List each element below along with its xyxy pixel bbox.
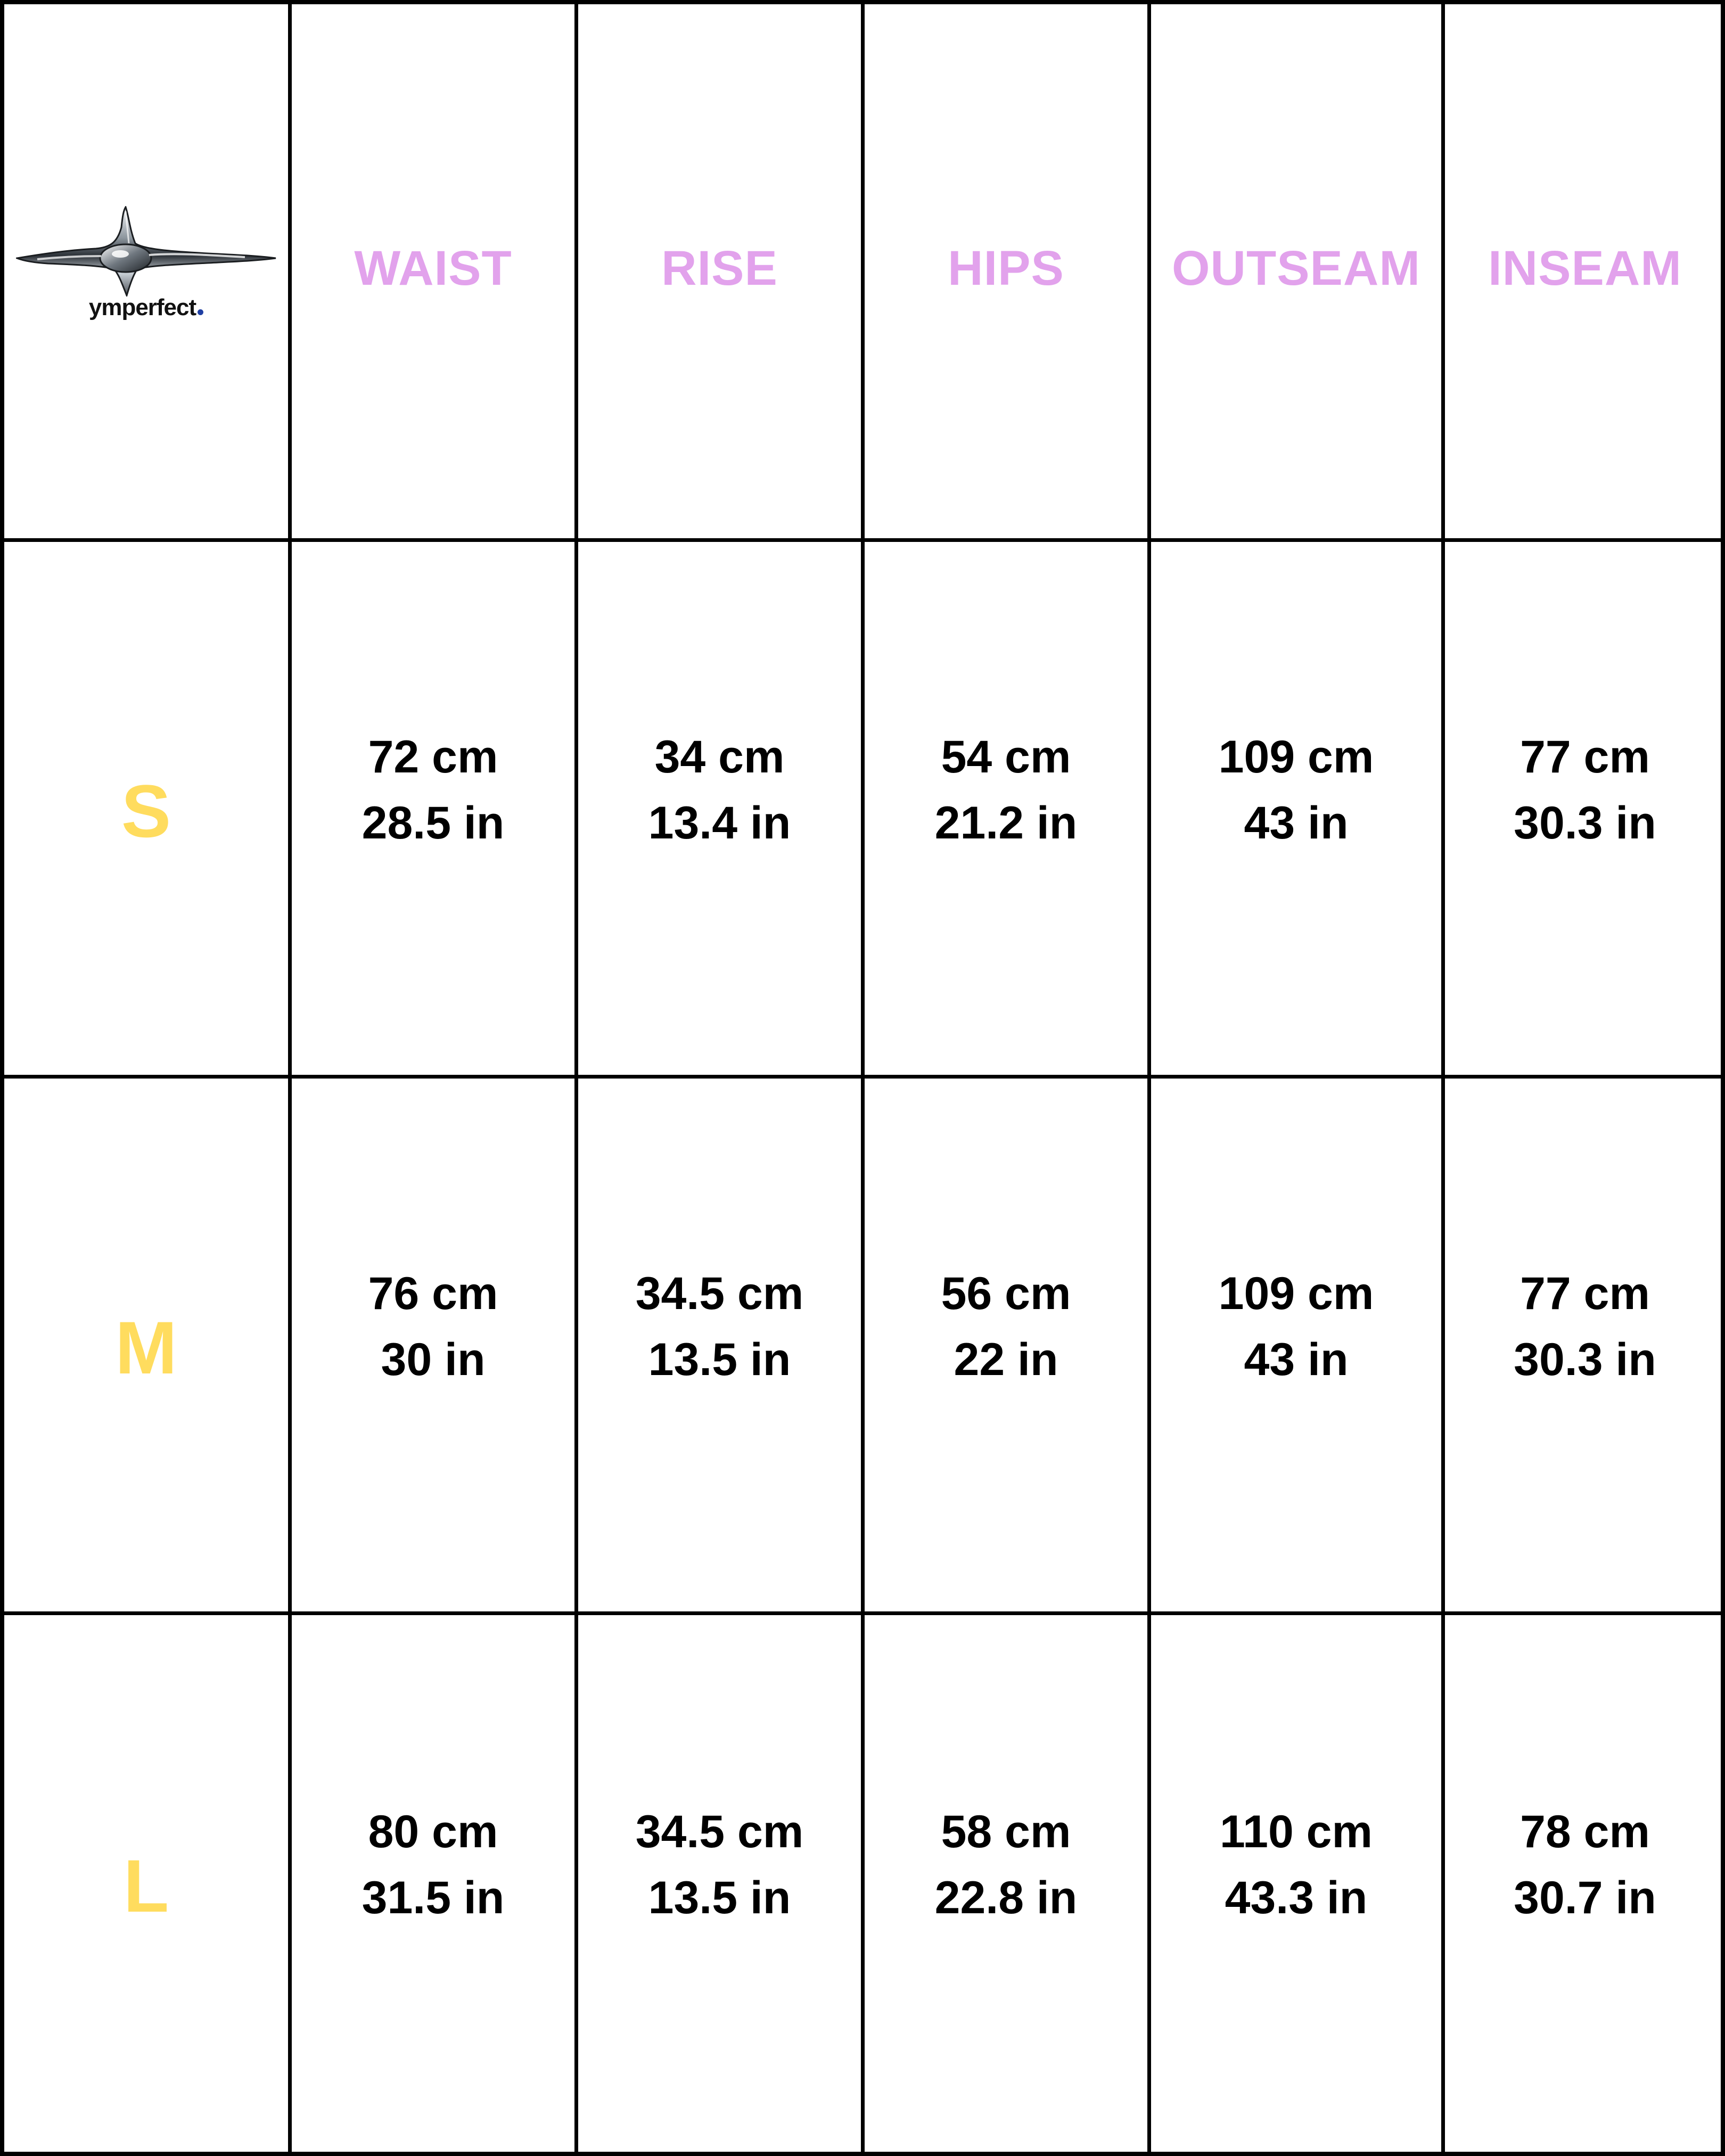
value-in: 13.5 in [648, 1872, 791, 1923]
value-in: 28.5 in [362, 797, 505, 849]
brand-logo [16, 206, 277, 321]
chrome-star-icon [16, 206, 277, 297]
value-cell [578, 542, 865, 1079]
header-label: RISE [661, 241, 778, 295]
value-cm: 77 cm [1520, 1268, 1650, 1319]
value-cell [1445, 1615, 1725, 2152]
value-cm: 34.5 cm [635, 1806, 804, 1857]
size-label: S [121, 769, 171, 853]
brand-dot [198, 309, 203, 315]
value-in: 43 in [1244, 1334, 1349, 1385]
value-cm: 109 cm [1218, 731, 1374, 783]
value-in: 43 in [1244, 797, 1349, 849]
size-cell-s [4, 542, 292, 1079]
value-in: 30.3 in [1514, 797, 1656, 849]
value-cell [578, 1079, 865, 1615]
value-in: 30.3 in [1514, 1334, 1656, 1385]
value-cm: 76 cm [368, 1268, 498, 1319]
value-cell [1445, 1079, 1725, 1615]
value-cm: 77 cm [1520, 731, 1650, 783]
value-in: 13.4 in [648, 797, 791, 849]
value-cm: 72 cm [368, 731, 498, 783]
size-cell-m [4, 1079, 292, 1615]
header-label: WAIST [354, 241, 512, 295]
value-cell [865, 1079, 1151, 1615]
size-label: L [123, 1844, 169, 1928]
value-cell [865, 1615, 1151, 2152]
value-cm: 80 cm [368, 1806, 498, 1857]
value-cm: 58 cm [941, 1806, 1071, 1857]
header-cell-rise [578, 4, 865, 542]
header-label: INSEAM [1488, 241, 1682, 295]
value-cell [865, 542, 1151, 1079]
header-label: OUTSEAM [1172, 241, 1420, 295]
value-cell [1151, 1615, 1445, 2152]
logo-cell [4, 4, 292, 542]
brand-name: ymperfect [89, 294, 203, 321]
header-cell-outseam [1151, 4, 1445, 542]
value-cell [1151, 542, 1445, 1079]
size-cell-l [4, 1615, 292, 2152]
value-cm: 34.5 cm [635, 1268, 804, 1319]
header-cell-inseam [1445, 4, 1725, 542]
value-in: 21.2 in [934, 797, 1078, 849]
value-cell [1151, 1079, 1445, 1615]
value-cell [1445, 542, 1725, 1079]
value-in: 13.5 in [648, 1334, 791, 1385]
header-cell-hips [865, 4, 1151, 542]
value-in: 30 in [381, 1334, 486, 1385]
value-in: 31.5 in [362, 1872, 505, 1923]
value-cell [292, 1615, 578, 2152]
value-in: 22.8 in [934, 1872, 1078, 1923]
value-cm: 109 cm [1218, 1268, 1374, 1319]
value-cm: 56 cm [941, 1268, 1071, 1319]
size-label: M [115, 1305, 177, 1389]
value-in: 43.3 in [1225, 1872, 1368, 1923]
header-label: HIPS [948, 241, 1064, 295]
value-cell [292, 542, 578, 1079]
value-cell [578, 1615, 865, 2152]
value-in: 30.7 in [1514, 1872, 1656, 1923]
value-cm: 78 cm [1520, 1806, 1650, 1857]
value-cm: 34 cm [654, 731, 785, 783]
value-cm: 110 cm [1220, 1806, 1373, 1857]
value-cm: 54 cm [941, 731, 1071, 783]
header-cell-waist [292, 4, 578, 542]
value-in: 22 in [954, 1334, 1058, 1385]
value-cell [292, 1079, 578, 1615]
